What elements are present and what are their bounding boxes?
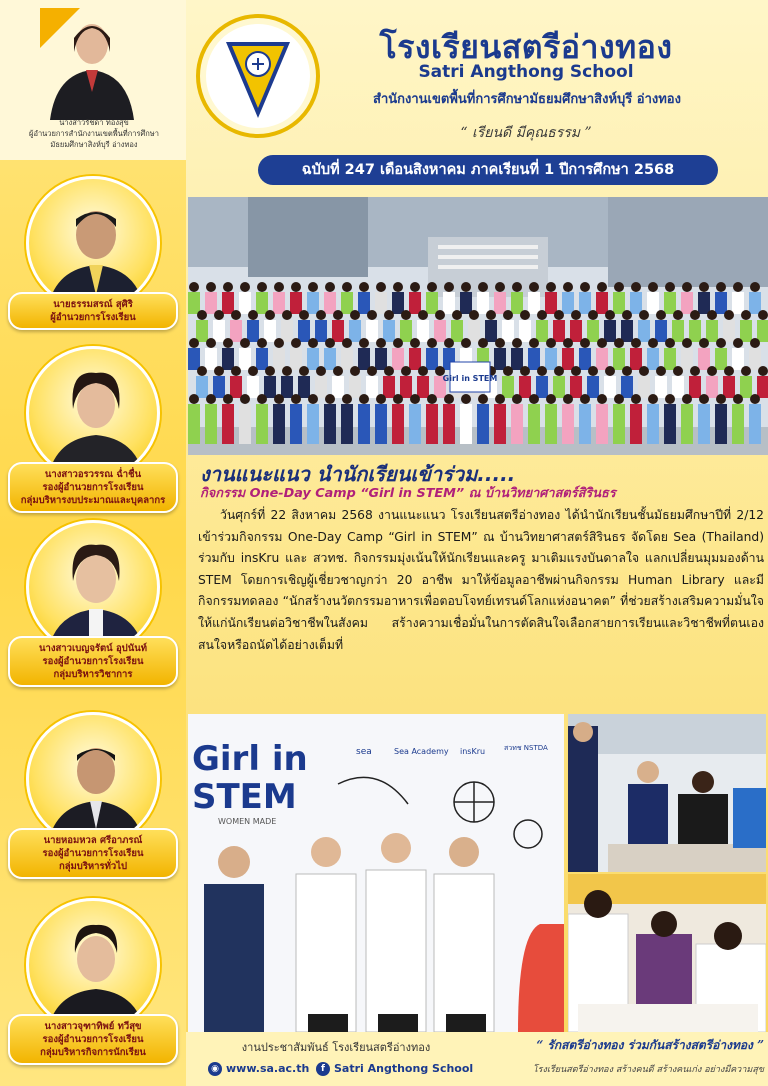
staff-photo (26, 520, 160, 654)
sponsor-sea-academy: Sea Academy (394, 747, 449, 756)
staff-name: นายหอมหวล ศรีอาภรณ์ (43, 835, 143, 846)
staff-role: รองผู้อำนวยการโรงเรียน (42, 848, 144, 859)
photo-sign: Girl in STEM (442, 374, 498, 383)
director-role-line2: มัธยมศึกษาสิงห์บุรี อ่างทอง (50, 140, 138, 149)
staff-photo (26, 176, 160, 310)
banner-line2: STEM (192, 777, 297, 817)
staff-group: กลุ่มบริหารทั่วไป (58, 861, 128, 872)
staff-card (8, 520, 178, 688)
staff-photo (26, 712, 160, 846)
director-role-line1: ผู้อำนวยการสำนักงานเขตพื้นที่การศึกษา (29, 129, 159, 138)
staff-nameplate (8, 636, 178, 687)
staff-role: รองผู้อำนวยการโรงเรียน (42, 656, 144, 667)
director-name: นางสาวรัชดา ทองสุข (59, 118, 129, 127)
banner-line1: Girl in (192, 739, 308, 779)
staff-photo (26, 346, 160, 480)
staff-card (8, 176, 178, 344)
footer-quote: “ รักสตรีอ่างทอง ร่วมกันสร้างสตรีอ่างทอง ” (536, 1038, 764, 1052)
sponsor-sea: sea (356, 747, 372, 757)
school-name-english: Satri Angthong School (418, 62, 634, 82)
activity-photo-classroom (568, 714, 766, 872)
staff-card (8, 712, 178, 880)
footer-facebook[interactable] (316, 1062, 473, 1076)
education-office: สำนักงานเขตพื้นที่การศึกษามัธยมศึกษาสิงห์บุรี อ่างทอง (373, 92, 681, 107)
footer-pr-unit: งานประชาสัมพันธ์ โรงเรียนสตรีอ่างทอง (241, 1041, 431, 1054)
staff-nameplate (8, 1014, 178, 1065)
group-photo (188, 197, 768, 455)
staff-role: ผู้อำนวยการโรงเรียน (50, 312, 136, 323)
article-subtitle: กิจกรรม One-Day Camp “Girl in STEM” ณ บ้านวิทยาศาสตร์สิรินธร (200, 486, 616, 501)
activity-photo-experiment (568, 874, 766, 1032)
footer-website[interactable] (208, 1062, 309, 1076)
staff-nameplate (8, 828, 178, 879)
staff-name: นายธรรมสรณ์ สุศิริ (53, 299, 133, 310)
staff-photo (26, 898, 160, 1032)
director-card (0, 0, 186, 160)
footer-slogan: โรงเรียนสตรีอ่างทอง สร้างคนดี สร้างคนเก่ง อย่างมีความสุข (532, 1065, 764, 1075)
staff-role: รองผู้อำนวยการโรงเรียน (42, 1034, 144, 1045)
facebook-icon: f (316, 1062, 330, 1076)
staff-group: กลุ่มบริหารงบประมาณและบุคลากร (20, 495, 166, 506)
banner-tag: WOMEN MADE (218, 817, 277, 826)
staff-card (8, 346, 178, 514)
school-motto: “ เรียนดี มีคุณธรรม ” (460, 125, 592, 141)
article-body (198, 505, 764, 656)
sponsor-nstda: สวทช NSTDA (504, 744, 548, 752)
staff-nameplate (8, 462, 178, 513)
staff-group: กลุ่มบริหารกิจการนักเรียน (40, 1047, 146, 1058)
staff-name: นางสาวจุฑาทิพย์ ทวีสุข (44, 1021, 142, 1032)
footer-facebook-text: Satri Angthong School (334, 1062, 474, 1075)
executive-sidebar (0, 0, 186, 1086)
staff-card (8, 898, 178, 1066)
director-photo (40, 8, 144, 120)
director-caption (4, 117, 184, 150)
issue-banner: ฉบับที่ 247 เดือนสิงหาคม ภาคเรียนที่ 1 ปีการศึกษา 2568 (258, 155, 718, 185)
school-name-thai: โรงเรียนสตรีอ่างทอง (379, 28, 673, 66)
article-paragraph: วันศุกร์ที่ 22 สิงหาคม 2568 งานแนะแนว โรงเรียนสตรีอ่างทอง ได้นำนักเรียนชั้นมัธยมศึกษาปีที่ 2/12 เข้าร่วมกิจกรรม One-Day Camp “Girl in STEM” ณ บ้านวิทยาศาสตร์สิรินธร จัดโดย Sea (Thailand) ร่วมกับ insKru และ สวทช. กิจกรรมมุ่งเน้นให้นักเรียนและครู มาเติมแรงบันดาลใจ แลกเปลี่ยนมุมมองด้าน STEM โดยการเชิญผู้เชี่ยวชาญกว่า 20 อาชีพ มาให้ข้อมูลอาชีพผ่านกิจกรรม Human Library และมีกิจกรรมทดลอง “นักสร้างนวัตกรรมอาหารเพื่อตอบโจทย์เทรนด์โลกแห่งอนาคต” ที่ช่วยสร้างเสริมความมั่นใจให้แก่นักเรียนต่อวิชาชีพในสังคม สร้างความเชื่อมั่นในการตัดสินใจเลือกสายการเรียนและวิชาชีพที่ตนเองสนใจหรือถนัดได้อย่างเต็มที่ (198, 508, 764, 652)
article-title: งานแนะแนว นำนักเรียนเข้าร่วม..... (200, 462, 516, 486)
staff-group: กลุ่มบริหารวิชาการ (53, 669, 133, 680)
globe-icon: ◉ (208, 1062, 222, 1076)
staff-nameplate (8, 292, 178, 330)
footer (186, 1032, 768, 1086)
staff-role: รองผู้อำนวยการโรงเรียน (42, 482, 144, 493)
sponsor-inskru: insKru (460, 747, 486, 756)
school-logo (196, 14, 320, 138)
staff-name: นางสาวเบญจรัตน์ อุปนันท์ (39, 643, 147, 654)
footer-website-text: www.sa.ac.th (226, 1062, 310, 1075)
girl-in-stem-photo (188, 714, 564, 1032)
staff-name: นางสาวอรวรรณ ฉ่ำชื่น (44, 469, 142, 480)
